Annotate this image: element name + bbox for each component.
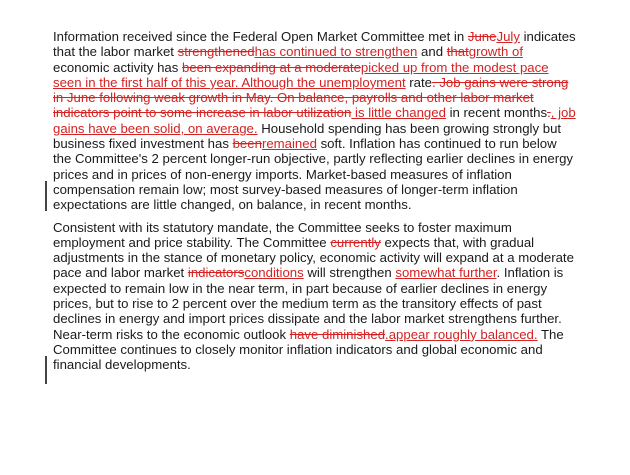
inserted-text: growth of	[468, 44, 523, 60]
deleted-text: been	[232, 136, 262, 152]
body-text: indicates that the labor market	[53, 29, 576, 60]
deleted-text: been expanding at a moderate	[182, 59, 361, 75]
inserted-text: .appear roughly balanced.	[385, 326, 538, 342]
deleted-text: that	[446, 44, 469, 60]
paragraph-1	[53, 29, 578, 213]
inserted-text: is little changed	[351, 105, 446, 121]
body-text: economic activity has	[53, 59, 182, 75]
body-text: soft. Inflation has continued to run below the Committee's 2 percent longer-run objective, partly reflecting earlier declines in energy prices and in prices of non-energy imports. Market-based measures of inflation compensation remain low; most survey-based measures of longer-term inflation expectations are little changed, on balance, in recent months.	[53, 136, 574, 213]
inserted-text: conditions	[244, 265, 304, 281]
change-bar	[45, 181, 47, 211]
deleted-text: have diminished	[289, 326, 386, 342]
inserted-text: has continued to strengthen	[254, 44, 418, 60]
inserted-text: picked up from the modest pace seen in the first half of this year. Although the unemployment	[53, 59, 549, 90]
deleted-text: .	[547, 105, 551, 121]
body-text: Consistent with its statutory mandate, the Committee seeks to foster maximum employment and price stability. The Committee	[53, 219, 512, 250]
body-text: rate	[405, 74, 433, 90]
body-text: . Inflation is expected to remain low in the near term, in part because of earlier declines in energy prices, but to rise to 2 percent over the medium term as the transitory effects of past declines in energy and import prices dissipate and the labor market strengthens further. Near-term risks to the economic outlook	[53, 265, 564, 342]
body-text: expects that, with gradual adjustments in the stance of monetary policy, economic activity will expand at a moderate pace and labor market	[53, 234, 574, 281]
paragraph-2	[53, 220, 578, 373]
deleted-text: June	[467, 29, 497, 44]
deleted-text: strengthened	[177, 44, 255, 60]
deleted-text: currently	[330, 234, 381, 250]
body-text: The Committee continues to closely monitor inflation indicators and global economic and financial developments.	[53, 326, 564, 373]
body-text: Information received since the Federal Open Market Committee met in	[53, 29, 468, 44]
inserted-text: , job gains have been solid, on average.	[53, 105, 576, 136]
deleted-text: indicators	[187, 265, 245, 281]
body-text: will strengthen	[303, 265, 396, 281]
body-text: and	[417, 44, 447, 60]
deleted-text: . Job gains were strong in June following weak growth in May. On balance, payrolls and other labor market indicators point to some increase in labor utilization	[53, 74, 569, 121]
body-text: Household spending has been growing strongly but business fixed investment has	[53, 120, 562, 152]
change-bar	[45, 356, 47, 384]
body-text: in recent months	[445, 105, 548, 121]
inserted-text: remained	[261, 136, 317, 152]
inserted-text: somewhat further	[395, 265, 497, 281]
document-body	[53, 29, 578, 373]
inserted-text: July	[496, 29, 520, 44]
